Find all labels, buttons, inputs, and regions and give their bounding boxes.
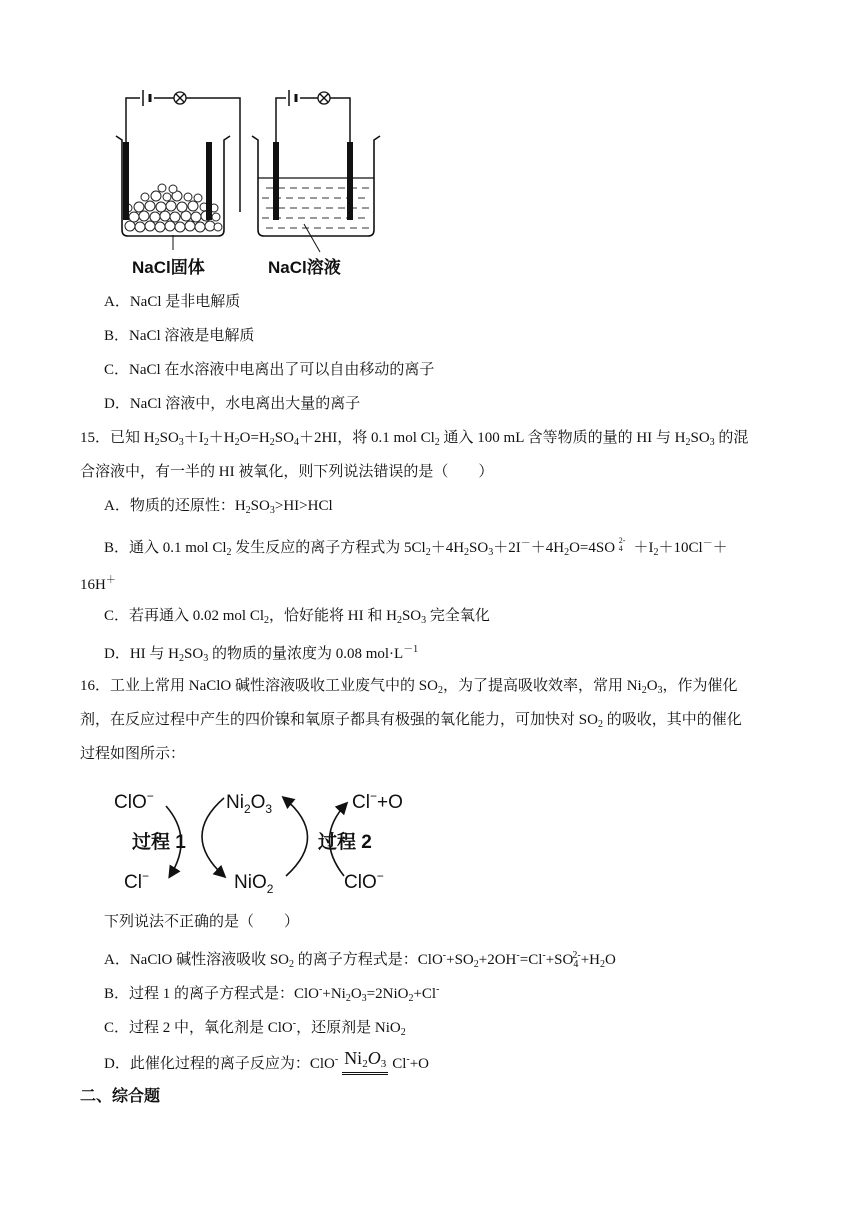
q16-option-d: D．此催化过程的离子反应为：ClO- $Ni_2O_3$ Cl-+O	[104, 1050, 429, 1079]
clo-top-label: ClO−	[114, 789, 154, 813]
q15-option-a: A．物质的还原性：$H_2SO_3>HI>HCl$	[104, 498, 333, 516]
q15-stem-line-1: 15．已知 $H_2SO_3+I_2+H_2O=H_2SO_4+2HI$，将 0.1 mol $Cl_2$ 通入 100 mL 含等物质的量的 HI 与 $H_2SO_3$ 的混	[80, 430, 749, 448]
q14-option-a: A．NaCl 是非电解质	[104, 294, 241, 310]
q15-option-c: C．若再通入 0.02 mol $Cl_2$，恰好能将 HI 和 $H_2SO_3$ 完全氧化	[104, 608, 490, 626]
right-electrode-1	[273, 142, 279, 220]
left-electrode-1	[123, 142, 129, 220]
right-beaker	[252, 136, 380, 252]
q15-stem-line-2: 合溶液中，有一半的 HI 被氧化，则下列说法错误的是（ ）	[80, 464, 494, 480]
arrow-nio2-to-ni2o3	[284, 798, 308, 876]
q16-lead: 下列说法不正确的是（ ）	[104, 914, 300, 930]
q15-option-b-continued: 16H＋	[80, 575, 116, 593]
battery-right-icon	[286, 90, 300, 106]
section-heading: 二、综合题	[80, 1086, 161, 1105]
nio2-label: NiO$_2$	[234, 872, 274, 896]
q16-stem-line-2: 剂，在反应过程中产生的四价镍和氧原子都具有极强的氧化能力，可加快对 $SO_2$ 的吸收，其中的催化	[80, 712, 742, 730]
process-1-label: 过程 1	[132, 832, 186, 853]
cl-bottom-label: Cl−	[124, 869, 149, 893]
nacl-solid-label: NaCl固体	[132, 258, 205, 277]
process-2-label: 过程 2	[318, 832, 372, 853]
bulb-left-icon	[174, 92, 186, 104]
right-circuit	[276, 98, 350, 212]
bulb-right-icon	[318, 92, 330, 104]
q15-option-d: D．HI 与 $H_2SO_3$ 的物质的量浓度为 0.08 $mol\cdot L^{-1}$	[104, 644, 419, 664]
cl-plus-o-label: Cl−+O	[352, 789, 403, 813]
q16-option-c: C．过程 2 中，氧化剂是 ClO-，还原剂是 NiO$_2$	[104, 1018, 406, 1038]
q15-option-b: B．通入 0.1 mol $Cl_2$ 发生反应的离子方程式为 $5Cl_2+4H_2SO_3+2I^-+4H_2O=4SO$ 2- 4 $+I_2+10Cl^-+$	[104, 536, 728, 558]
conductivity-figure	[100, 90, 400, 282]
q14-option-c: C．NaCl 在水溶液中电离出了可以自由移动的离子	[104, 362, 435, 378]
q14-option-b: B．NaCl 溶液是电解质	[104, 328, 255, 344]
q16-stem-line-3: 过程如图所示：	[80, 746, 186, 762]
clo-bottom-label: ClO−	[344, 869, 384, 893]
nacl-solution-label: NaCl溶液	[268, 258, 341, 277]
ni2o3-label: $Ni_2O_3$	[226, 792, 273, 816]
left-electrode-2	[206, 142, 212, 220]
catalytic-cycle-figure	[108, 784, 408, 896]
battery-left-icon	[140, 90, 154, 106]
q16-stem-line-1: 16．工业上常用 NaClO 碱性溶液吸收工业废气中的 $SO_2$，为了提高吸收效率，常用 $Ni_2O_3$，作为催化	[80, 678, 738, 696]
arrow-ni2o3-to-nio2	[202, 798, 224, 876]
q16-option-a: A．NaClO 碱性溶液吸收 $SO_2$ 的离子方程式是：$ClO^-+SO_2+2OH^-=Cl^-+SO_4^{2-}+H_2O$	[104, 950, 616, 970]
q16-option-b: B．过程 1 的离子方程式是：$ClO^-+Ni_2O_3=2NiO_2+Cl^-$	[104, 984, 440, 1004]
q14-option-d: D．NaCl 溶液中，水电离出大量的离子	[104, 396, 361, 412]
catalyst-over-equals: $Ni_2O_3$	[342, 1050, 388, 1075]
left-beaker	[116, 136, 230, 250]
right-electrode-2	[347, 142, 353, 220]
